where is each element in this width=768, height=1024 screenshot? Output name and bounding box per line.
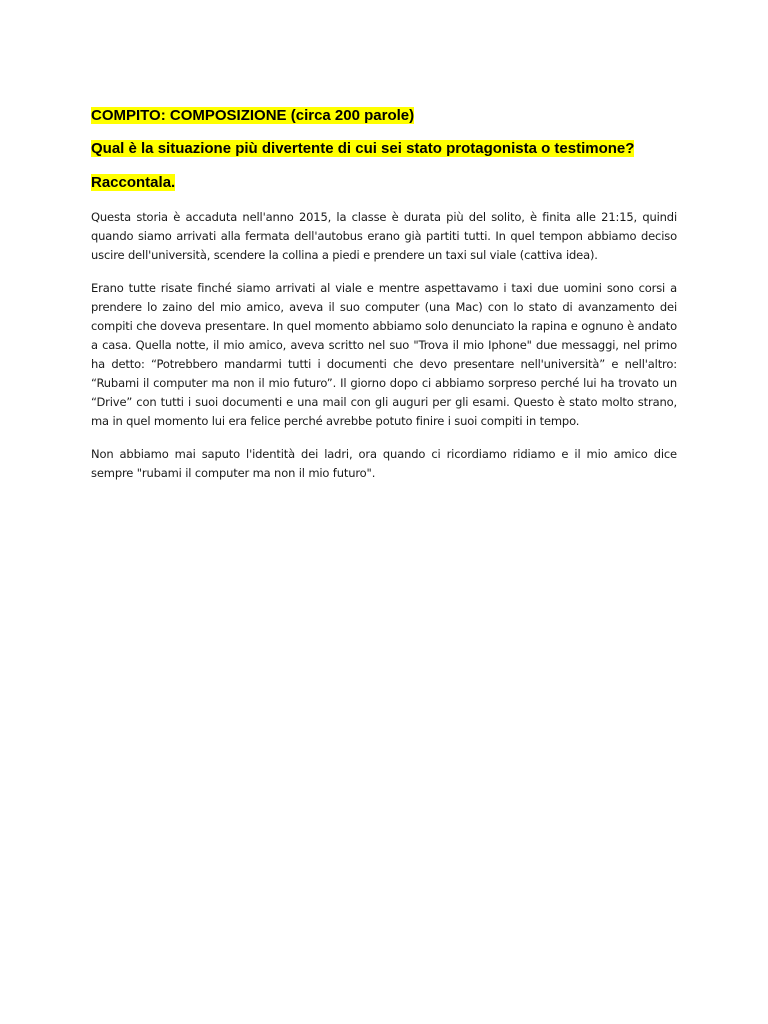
task-heading — [91, 106, 677, 126]
document-content — [91, 106, 677, 483]
instruction-heading-text: Raccontala. — [91, 174, 176, 191]
question-heading — [91, 139, 677, 159]
paragraph-3: Non abbiamo mai saputo l'identità dei ladri, ora quando ci ricordiamo ridiamo e il mio amico dice sempre "rubami il computer ma non il mio futuro". — [91, 447, 677, 480]
instruction-heading — [91, 173, 677, 193]
paragraph-1: Questa storia è accaduta nell'anno 2015, la classe è durata più del solito, è finita alle 21:15, quindi quando siamo arrivati alla fermata dell'autobus erano già partiti tutti. In quel tempon abbiamo deciso uscire dell'università, scendere la collina a piedi e prendere un taxi sul viale (cattiva idea). — [91, 210, 677, 262]
paragraph-2: Erano tutte risate finché siamo arrivati al viale e mentre aspettavamo i taxi due uomini sono corsi a prendere lo zaino del mio amico, aveva il suo computer (una Mac) con lo stato di avanzamento dei compiti che doveva presentare. In quel momento abbiamo solo denunciato la rapina e ognuno è andato a casa. Quella notte, il mio amico, aveva scritto nel suo "Trova il mio Iphone" due messaggi, nel primo ha detto: “Potrebbero mandarmi tutti i documenti che devo presentare nell'università” e nell'altro: “Rubami il computer ma non il mio futuro”. Il giorno dopo ci abbiamo sorpreso perché lui ha trovato un “Drive” con tutti i suoi documenti e una mail con gli auguri per gli esami. Questo è stato molto strano, ma in quel momento lui era felice perché avrebbe potuto finire i suoi compiti in tempo. — [91, 281, 677, 428]
question-heading-text: Qual è la situazione più divertente di cui sei stato protagonista o testimone? — [91, 140, 635, 157]
task-heading-text: COMPITO: COMPOSIZIONE (circa 200 parole) — [91, 107, 415, 124]
